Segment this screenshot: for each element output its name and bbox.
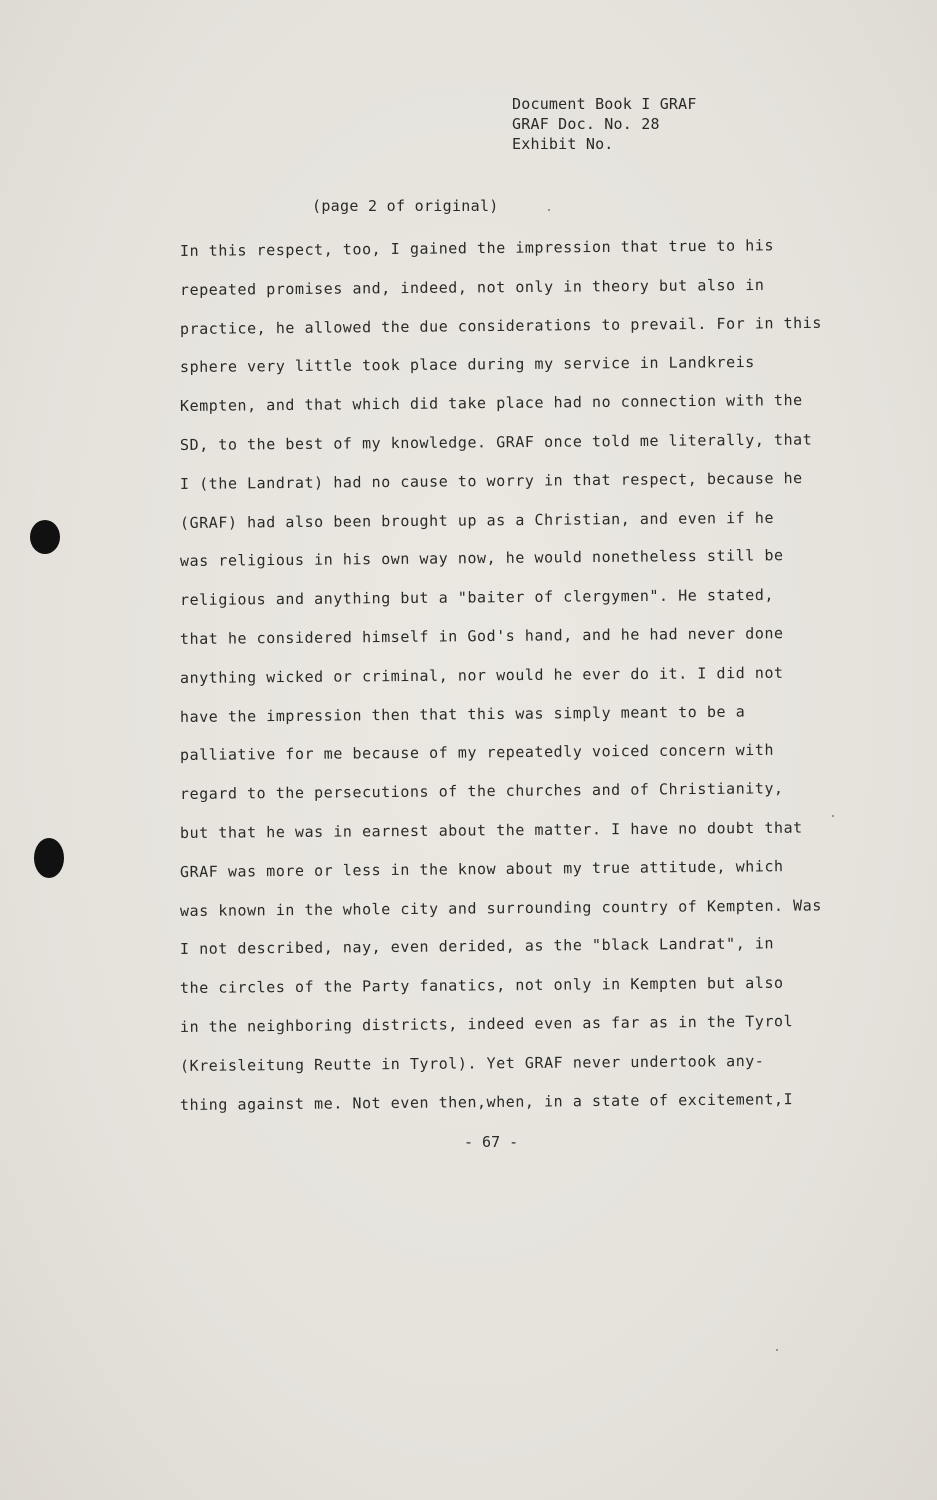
body-line: (GRAF) had also been brought up as a Christian, and even if he xyxy=(179,508,775,532)
body-line: GRAF was more or less in the know about my true attitude, which xyxy=(179,856,784,881)
body-line: anything wicked or criminal, nor would he ever do it. I did not xyxy=(179,663,784,687)
body-line: SD, to the best of my knowledge. GRAF once told me literally, that xyxy=(179,430,813,454)
body-line: that he considered himself in God's hand, and he had never done xyxy=(179,624,784,648)
paper-speck xyxy=(548,209,550,211)
body-line: Kempten, and that which did take place had no connection with the xyxy=(179,391,803,416)
exhibit-number: Exhibit No. xyxy=(512,135,614,153)
body-line: palliative for me because of my repeatedly voiced concern with xyxy=(179,741,775,765)
body-line: in the neighboring districts, indeed even as far as in the Tyrol xyxy=(179,1012,794,1036)
body-line: was known in the whole city and surrounding country of Kempten. Was xyxy=(179,895,822,920)
paper-speck xyxy=(776,1349,778,1351)
punch-hole xyxy=(30,520,60,554)
body-line: sphere very little took place during my service in Landkreis xyxy=(179,353,755,377)
body-line: In this respect, too, I gained the impression that true to his xyxy=(179,236,775,260)
body-line: practice, he allowed the due considerations to prevail. For in this xyxy=(179,313,822,338)
document-book-reference: Document Book I GRAF xyxy=(512,95,697,113)
punch-hole xyxy=(34,838,64,878)
page-of-original-note: (page 2 of original) xyxy=(312,197,499,215)
body-line: the circles of the Party fanatics, not only in Kempten but also xyxy=(179,973,784,998)
body-line: (Kreisleitung Reutte in Tyrol). Yet GRAF never undertook any- xyxy=(179,1051,765,1075)
page-number: - 67 - xyxy=(464,1133,519,1151)
body-text xyxy=(180,232,840,1124)
body-line: religious and anything but a "baiter of clergymen". He stated, xyxy=(179,585,775,610)
body-line: I (the Landrat) had no cause to worry in that respect, because he xyxy=(179,468,803,493)
body-line: have the impression then that this was simply meant to be a xyxy=(179,702,746,726)
body-line: regard to the persecutions of the churches and of Christianity, xyxy=(179,779,784,804)
body-line: I not described, nay, even derided, as the "black Landrat", in xyxy=(179,934,775,959)
body-line: thing against me. Not even then,when, in a state of excitement,I xyxy=(179,1089,794,1114)
document-header xyxy=(512,94,697,154)
paper-speck xyxy=(832,815,834,817)
body-line: was religious in his own way now, he would nonetheless still be xyxy=(179,546,784,571)
body-line: but that he was in earnest about the matter. I have no doubt that xyxy=(179,818,803,842)
body-line: repeated promises and, indeed, not only in theory but also in xyxy=(179,275,765,299)
document-number: GRAF Doc. No. 28 xyxy=(512,115,660,133)
